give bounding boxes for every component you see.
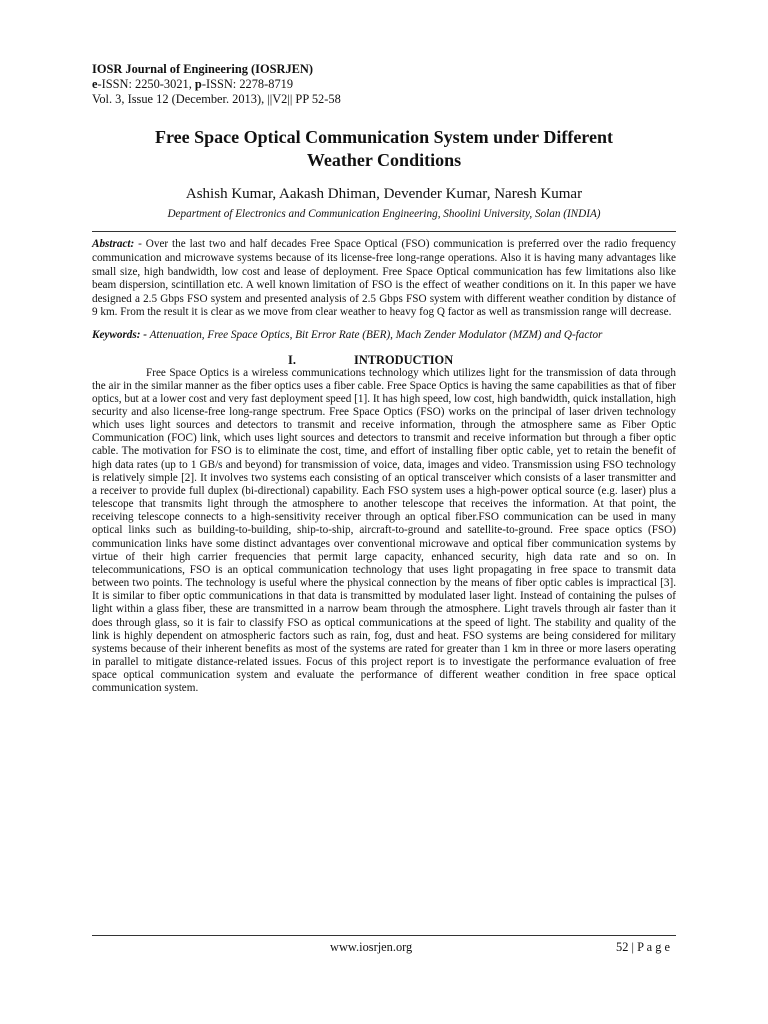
- abstract-label: Abstract:: [92, 238, 135, 251]
- journal-name: IOSR Journal of Engineering (IOSRJEN): [92, 62, 313, 76]
- section-title: INTRODUCTION: [354, 352, 454, 367]
- journal-header: [92, 62, 676, 106]
- header-divider: [92, 231, 676, 232]
- paper-page: [92, 62, 676, 695]
- journal-volume: Vol. 3, Issue 12 (December. 2013), ||V2|| PP 52-58: [92, 91, 341, 106]
- footer-url[interactable]: www.iosrjen.org: [330, 940, 413, 954]
- abstract-text: - Over the last two and half decades Free Space Optical (FSO) communication is preferred over the radio frequency communication and microwave systems because of its license-free long-range operations. Also it is having many advantages like small size, high bandwidth, low cost and lease of deployment. Free Space Optical communication has few limitations also like beam dispersion, scintillation etc. A well known limitation of FSO is the effect of weather conditions on it. In this paper we have designed a 2.5 Gbps FSO system and presented analysis of 2.5 Gbps FSO system with different weather condition by distance of 9 km. From the result it is clear as we move from clear weather to heavy fog Q factor as well as transmission range will decrease.: [92, 238, 676, 319]
- footer-page-number: 52 | P a g e: [616, 940, 670, 954]
- abstract: [92, 238, 676, 320]
- introduction-body: Free Space Optics is a wireless communications technology which utilizes light for the transmission of data through the air in the similar manner as the fiber optics uses a fiber cable. Free Space Optics is having the same capabilities as that of fiber optics, but at a lower cost and very fast deployment speed [1]. It has high speed, low cost, high bandwidth, quick installation, high security and also license-free long-range spectrum. Free Space Optics (FSO) works on the principal of laser driven technology which uses light sources and detectors to transmit and receive information, through the atmosphere same as Fiber Optic Communication (FOC) link, which uses light sources and detectors to transmit and receive information but through a fiber optic cable. The motivation for FSO is to eliminate the cost, time, and effort of installing fiber optic cable, yet to retain the benefit of high data rates (up to 1 GB/s and beyond) for transmission of voice, data, images and video. Transmission using FSO technology is relatively simple [2]. It involves two systems each consisting of an optical transceiver which consists of a laser transmitter and a receiver to provide full duplex (bi-directional) capability. Each FSO system uses a high-power optical source (e.g. laser) plus a telescope that transmits light through the atmosphere to another telescope that receives the information. At that point, the receiving telescope connects to a high-sensitivity receiver through an optical fiber.FSO communication can be used in many optical links such as building-to-building, ship-to-ship, aircraft-to-ground and satellite-to-ground. Free space optics (FSO) communication links have some distinct advantages over conventional microwave and optical fiber communication systems by virtue of their high carrier frequencies that permit large capacity, enhanced security, high data rate and so on. In telecommunications, FSO is an optical communication technology that uses light propagating in free space to transmit data between two points. The technology is useful where the physical connection by the means of fiber optic cables is impractical [3]. It is similar to fiber optic communications in that data is transmitted by modulated laser light. Instead of containing the pulses of light within a glass fiber, these are transmitted in a narrow beam through the atmosphere. Light travels through air faster than it does through glass, so it is fair to classify FSO as optical communications at the speed of light. The stability and quality of the link is highly dependent on atmospheric factors such as rain, fog, dust and heat. FSO systems are being considered for military systems because of their inherent benefits as most of the systems are rated for greater than 1 km in three or more lasers operating in parallel to mitigate distance-related issues. Focus of this project report is to investigate the performance evaluation of free space optical communication system and evaluate the performance of different weather condition in free space optical communication system.: [92, 366, 676, 695]
- section-number: I.: [288, 352, 296, 367]
- paper-authors: Ashish Kumar, Aakash Dhiman, Devender Kumar, Naresh Kumar: [185, 186, 583, 203]
- keywords: [92, 329, 676, 343]
- paper-affiliation: Department of Electronics and Communication Engineering, Shoolini University, Solan (INDIA): [167, 208, 601, 221]
- page-footer: [92, 935, 676, 954]
- paper-title: Free Space Optical Communication System under Different Weather Conditions: [155, 127, 613, 171]
- section-heading: [92, 353, 676, 367]
- journal-issn: e-ISSN: 2250-3021, p-ISSN: 2278-8719: [92, 76, 294, 91]
- keywords-label: Keywords: -: [92, 328, 147, 341]
- keywords-text: Attenuation, Free Space Optics, Bit Error Rate (BER), Mach Zender Modulator (MZM) and Q-factor: [147, 328, 603, 341]
